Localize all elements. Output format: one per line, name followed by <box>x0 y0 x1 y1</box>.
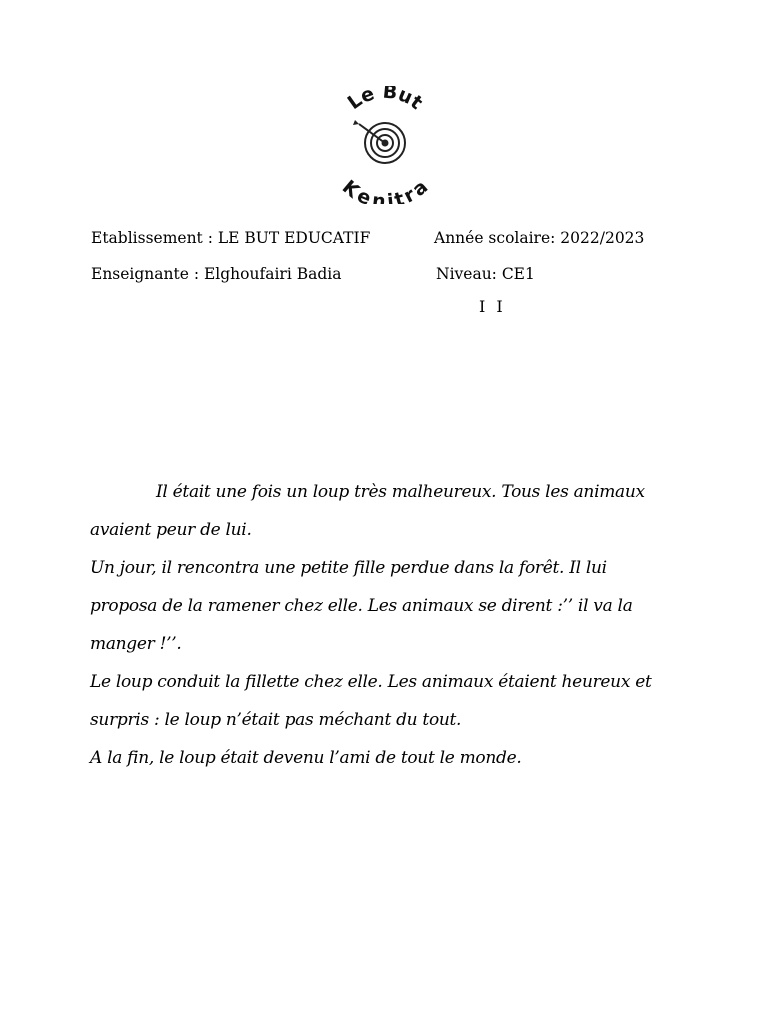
story-text <box>90 473 660 777</box>
story-paragraph: A la fin, le loup était devenu l’ami de tout le monde. <box>90 748 522 768</box>
story-paragraph: Un jour, il rencontra une petite fille perdue dans la forêt. Il lui proposa de la ramener chez elle. Les animaux se dirent :’’ il va la manger !’’. <box>90 558 633 654</box>
annee-scolaire-label: Année scolaire: 2022/2023 <box>434 229 645 247</box>
logo-top-text: Le But <box>343 86 427 115</box>
niveau-label: Niveau: CE1 <box>436 265 535 283</box>
story-paragraph: Il était une fois un loup très malheureux. Tous les animaux avaient peur de lui. <box>90 482 645 540</box>
roman-numeral: I I <box>479 297 506 316</box>
etablissement-label: Etablissement : LE BUT EDUCATIF <box>91 229 371 247</box>
svg-text:Kenitra <box>338 176 432 204</box>
logo-bottom-text: Kenitra <box>337 175 433 204</box>
story-paragraph: Le loup conduit la fillette chez elle. Les animaux étaient heureux et surpris : le loup n’était pas méchant du tout. <box>90 672 652 730</box>
enseignante-label: Enseignante : Elghoufairi Badia <box>91 265 342 283</box>
school-logo <box>325 86 445 204</box>
target-icon <box>353 120 405 163</box>
svg-text:Le But <box>344 86 427 114</box>
